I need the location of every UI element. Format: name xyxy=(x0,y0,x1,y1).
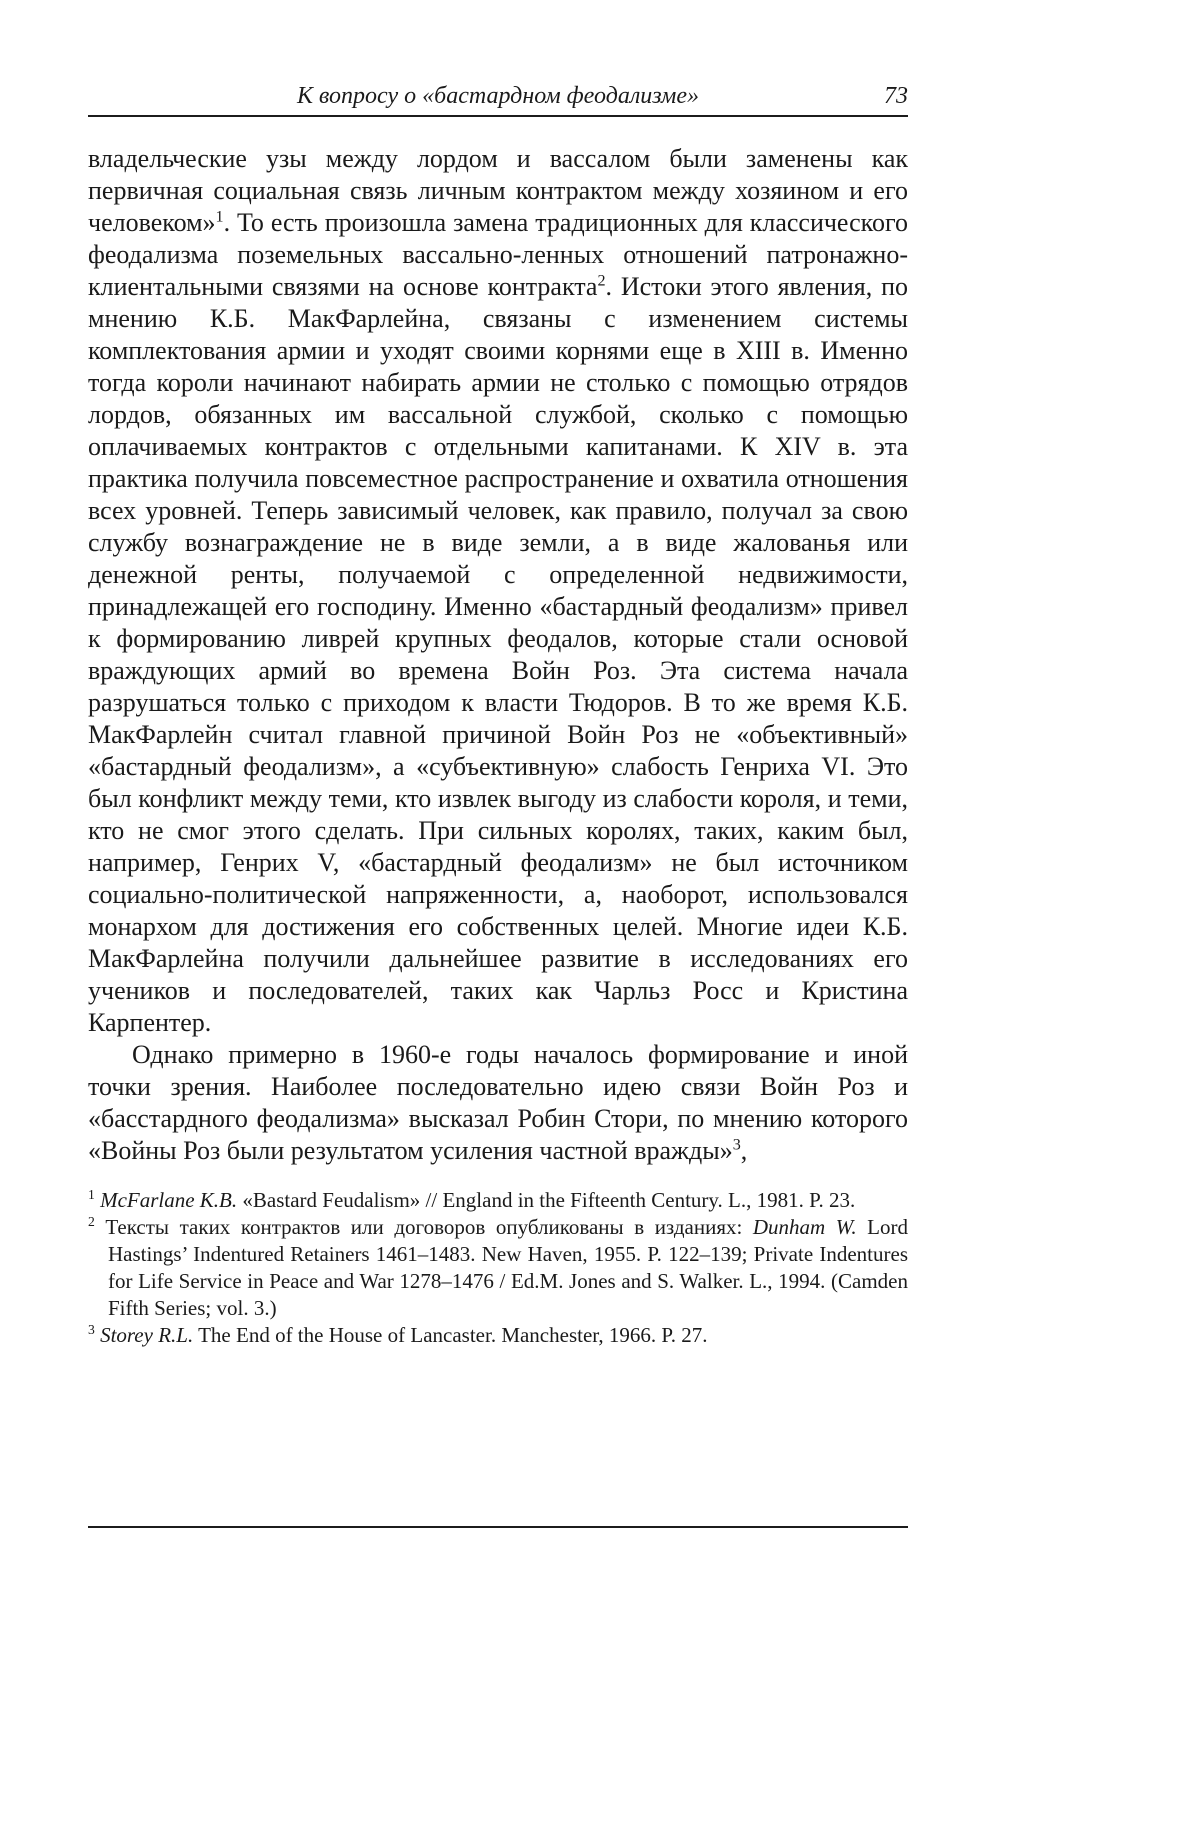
footnotes xyxy=(88,1187,908,1349)
footer-rule xyxy=(88,1526,908,1528)
running-title: К вопросу о «бастардном феодализме» xyxy=(296,83,700,109)
footnote-ref: 1 xyxy=(215,208,224,226)
footnote-ref: 3 xyxy=(732,1136,741,1154)
paragraph xyxy=(88,1039,908,1167)
footnote xyxy=(88,1322,908,1349)
page-header xyxy=(88,80,908,112)
text-run: The End of the House of Lancaster. Manchester, 1966. P. 27. xyxy=(193,1323,708,1347)
text-run: . Истоки этого явления, по мнению К.Б. МакФарлейна, связаны с изменением системы комплектования армии и уходят своими корнями еще в XIII в. Именно тогда короли начинают набирать армии не столько с помощью отрядов лордов, обязанных им вассальной службой, сколько с помощью оплачиваемых контрактов с отдельными капитанами. К XIV в. эта практика получила повсеместное распространение и охватила отношения всех уровней. Теперь зависимый человек, как правило, получал за свою службу вознаграждение не в виде земли, а в виде жалованья или денежной ренты, получаемой с определенной недвижимости, принадлежащей его господину. Именно «бастардный феодализм» привел к формированию ливрей крупных феодалов, которые стали основой враждующих армий во времена Войн Роз. Эта система начала разрушаться только с приходом к власти Тюдоров. В то же время К.Б. МакФарлейн считал главной причиной Войн Роз не «объективный» «бастардный феодализм», а «субъективную» слабость Генриха VI. Это был конфликт между теми, кто извлек выгоду из слабости короля, и теми, кто не смог этого сделать. При сильных королях, таких, каким был, например, Генрих V, «бастардный феодализм» не был источником социально-политической напряженности, а, наоборот, использовался монархом для достижения его собственных целей. Многие идеи К.Б. МакФарлейна получили дальнейшее развитие в исследованиях его учеников и последователей, таких как Чарльз Росс и Кристина Карпентер. xyxy=(88,272,908,1037)
header-rule xyxy=(88,115,908,117)
paragraph xyxy=(88,143,908,1039)
text-run: «Bastard Feudalism» // England in the Fifteenth Century. L., 1981. P. 23. xyxy=(237,1188,856,1212)
text-column xyxy=(88,0,908,1349)
footnote-marker: 1 xyxy=(88,1187,95,1202)
footnote-ref: 2 xyxy=(597,272,606,290)
italic-run: McFarlane K.B. xyxy=(100,1188,238,1212)
footnote-marker: 2 xyxy=(88,1214,95,1229)
footnote xyxy=(88,1187,908,1214)
text-run: Тексты таких контрактов или договоров опубликованы в изданиях: xyxy=(105,1215,753,1239)
text-run: . То есть произошла замена традиционных для классического феодализма поземельных вассально-ленных отношений патронажно-клиентальными связями на основе контракта xyxy=(88,208,908,301)
page-number: 73 xyxy=(884,83,908,109)
italic-run: Storey R.L. xyxy=(100,1323,194,1347)
italic-run: Dunham W. xyxy=(752,1215,857,1239)
text-run: Lord Hastings’ Indentured Retainers 1461–1483. New Haven, 1955. P. 122–139; Private Indentures for Life Service in Peace and War 1278–1476 / Ed.M. Jones and S. Walker. L., 1994. (Camden Fifth Series; vol. 3.) xyxy=(108,1215,908,1320)
footnote-marker: 3 xyxy=(88,1322,95,1337)
text-run: Однако примерно в 1960-е годы началось формирование и иной точки зрения. Наиболее последовательно идею связи Войн Роз и «басстардного феодализма» высказал Робин Стори, по мнению которого «Войны Роз были результатом усиления частной вражды» xyxy=(88,1040,908,1165)
text-run: владельческие узы между лордом и вассалом были заменены как первичная социальная связь личным контрактом между хозяином и его человеком» xyxy=(88,144,908,237)
footnote xyxy=(88,1214,908,1322)
text-run: , xyxy=(740,1136,748,1165)
body-text xyxy=(88,143,908,1167)
